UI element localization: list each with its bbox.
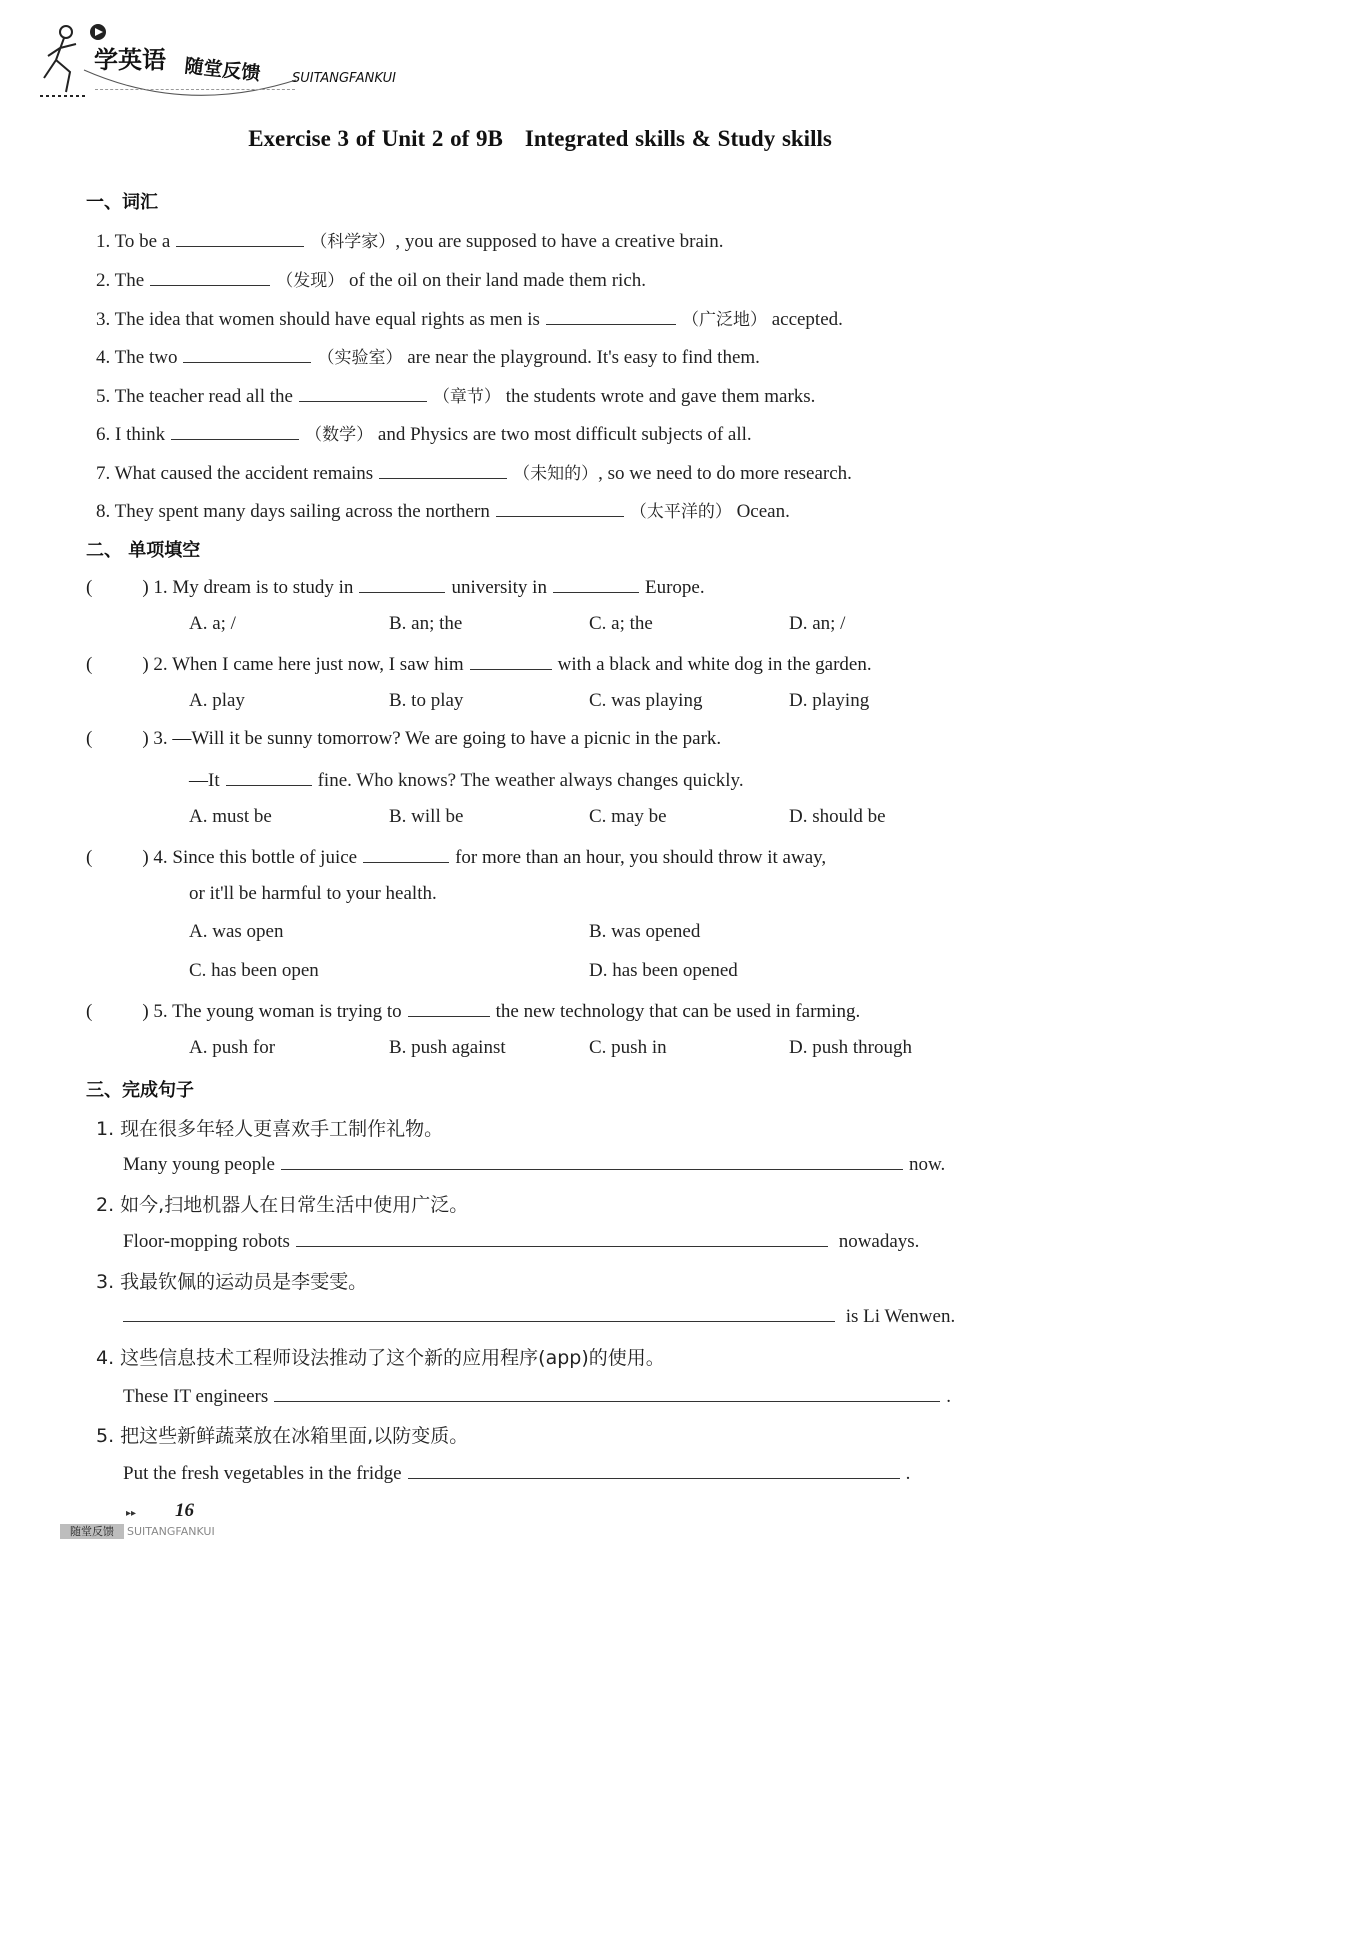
answer-paren-open: (: [86, 847, 93, 868]
answer-blank[interactable]: [546, 306, 676, 325]
sentence-end: is Li Wenwen.: [845, 1306, 956, 1327]
section-vocabulary-heading: 一、词汇: [86, 192, 158, 213]
answer-blank[interactable]: [470, 651, 552, 670]
vocab-item-2: [96, 266, 646, 292]
option-d[interactable]: D. an; /: [789, 613, 846, 634]
chinese-hint: （科学家）: [310, 232, 396, 252]
translate-prompt-3: 3. 我最钦佩的运动员是李雯雯。: [96, 1271, 368, 1293]
translate-prompt-2: 2. 如今,扫地机器人在日常生活中使用广泛。: [96, 1194, 469, 1216]
option-c[interactable]: C. was playing: [589, 690, 703, 711]
answer-paren-close: ): [142, 1001, 149, 1022]
question-text: 5. The young woman is trying to: [153, 1001, 402, 1022]
answer-paren-open: (: [86, 654, 93, 675]
sentence-end: .: [905, 1463, 911, 1484]
answer-blank[interactable]: [363, 844, 449, 863]
answer-blank[interactable]: [176, 228, 304, 247]
vocab-text: and Physics are two most difficult subjects of all.: [377, 424, 752, 445]
vocab-text: are near the playground. It's easy to find them.: [407, 347, 760, 368]
answer-blank[interactable]: [359, 574, 445, 593]
vocab-text: of the oil on their land made them rich.: [348, 270, 647, 291]
play-icon: [90, 24, 106, 40]
answer-paren-close: ): [142, 577, 149, 598]
question-text: with a black and white dog in the garden.: [557, 654, 872, 675]
vocab-item-4: [96, 343, 760, 369]
footer-badge: 随堂反馈: [60, 1524, 124, 1539]
question-text: 1. My dream is to study in: [153, 577, 354, 598]
option-c[interactable]: C. may be: [589, 806, 667, 827]
vocab-text: 4. The two: [96, 347, 178, 368]
option-b[interactable]: B. was opened: [589, 921, 701, 942]
title-part2: Integrated skills & Study skills: [524, 126, 832, 151]
sentence-start: These IT engineers: [123, 1386, 269, 1407]
answer-line[interactable]: [274, 1383, 940, 1402]
chinese-hint: （发现）: [276, 271, 345, 291]
option-b[interactable]: B. to play: [389, 690, 464, 711]
answer-blank[interactable]: [553, 574, 639, 593]
mc-question-3-reply: [189, 767, 744, 792]
option-b[interactable]: B. push against: [389, 1037, 506, 1058]
option-a[interactable]: A. must be: [189, 806, 272, 827]
option-a[interactable]: A. was open: [189, 921, 284, 942]
vocab-text: , you are supposed to have a creative brain.: [395, 231, 724, 252]
option-b[interactable]: B. will be: [389, 806, 464, 827]
question-text: fine. Who knows? The weather always changes quickly.: [317, 770, 744, 791]
mc-question-4: [86, 844, 826, 869]
answer-paren-open: (: [86, 577, 93, 598]
answer-blank[interactable]: [496, 498, 624, 517]
sentence-start: Put the fresh vegetables in the fridge: [123, 1463, 402, 1484]
header-dashed-rule: [95, 89, 295, 90]
vocab-text: the students wrote and gave them marks.: [505, 386, 816, 407]
answer-blank[interactable]: [150, 267, 270, 286]
vocab-item-6: [96, 420, 752, 446]
answer-paren-close: ): [142, 654, 149, 675]
chinese-hint: （章节）: [432, 387, 501, 407]
page-title: [0, 126, 1080, 152]
answer-blank[interactable]: [379, 460, 507, 479]
translate-prompt-1: 1. 现在很多年轻人更喜欢手工制作礼物。: [96, 1118, 444, 1140]
answer-line[interactable]: [123, 1303, 835, 1322]
section-multiple-choice-heading: 二、 单项填空: [86, 540, 201, 561]
question-text: for more than an hour, you should throw it away,: [455, 847, 827, 868]
option-a[interactable]: A. push for: [189, 1037, 276, 1058]
vocab-text: 5. The teacher read all the: [96, 386, 293, 407]
question-text: —It: [189, 770, 220, 791]
runner-icon: [40, 26, 86, 96]
chinese-hint: （广泛地）: [681, 310, 767, 330]
vocab-text: 6. I think: [96, 424, 166, 445]
translate-answer-3: [123, 1303, 955, 1328]
answer-paren-close: ): [142, 728, 149, 749]
vocab-text: Ocean.: [736, 501, 790, 522]
translate-prompt-5: 5. 把这些新鲜蔬菜放在冰箱里面,以防变质。: [96, 1425, 469, 1447]
answer-blank[interactable]: [226, 767, 312, 786]
answer-line[interactable]: [281, 1151, 903, 1170]
translate-answer-5: [123, 1460, 910, 1485]
vocab-item-8: [96, 497, 790, 523]
mc-question-4-continued: or it'll be harmful to your health.: [189, 883, 437, 904]
sentence-start: Many young people: [123, 1154, 275, 1175]
translate-answer-1: [123, 1151, 945, 1176]
vocab-text: 8. They spent many days sailing across the northern: [96, 501, 490, 522]
chinese-hint: （数学）: [305, 425, 374, 445]
sentence-end: nowadays.: [838, 1231, 920, 1252]
option-c[interactable]: C. push in: [589, 1037, 667, 1058]
answer-blank[interactable]: [183, 344, 311, 363]
option-d[interactable]: D. playing: [789, 690, 870, 711]
translate-answer-4: [123, 1383, 951, 1408]
page-number: 16: [175, 1500, 194, 1521]
question-text: Europe.: [644, 577, 705, 598]
option-d[interactable]: D. has been opened: [589, 960, 738, 981]
option-c[interactable]: C. a; the: [589, 613, 653, 634]
double-arrow-icon: ▸▸: [126, 1508, 137, 1519]
option-a[interactable]: A. a; /: [189, 613, 236, 634]
answer-blank[interactable]: [299, 383, 427, 402]
footer-brand: SUITANGFANKUI: [127, 1525, 215, 1538]
question-text: 2. When I came here just now, I saw him: [153, 654, 464, 675]
vocab-item-7: [96, 459, 852, 485]
answer-line[interactable]: [408, 1460, 900, 1479]
chinese-hint: （未知的）: [513, 464, 599, 484]
mc-question-1: [86, 574, 705, 599]
question-text: 4. Since this bottle of juice: [153, 847, 358, 868]
sentence-start: Floor-mopping robots: [123, 1231, 290, 1252]
answer-blank[interactable]: [171, 421, 299, 440]
mc-question-2: [86, 651, 872, 676]
option-c[interactable]: C. has been open: [189, 960, 319, 981]
answer-line[interactable]: [296, 1228, 828, 1247]
vocab-text: 2. The: [96, 270, 145, 291]
vocab-text: 1. To be a: [96, 231, 171, 252]
mc-question-3: [86, 728, 721, 750]
vocab-text: 3. The idea that women should have equal rights as men is: [96, 309, 540, 330]
vocab-item-1: [96, 227, 723, 253]
logo-brand-cn: 学英语: [94, 46, 166, 74]
header-logo: [36, 20, 436, 100]
sentence-end: now.: [908, 1154, 946, 1175]
option-d[interactable]: D. push through: [789, 1037, 912, 1058]
translate-answer-2: [123, 1228, 919, 1253]
logo-brand-sub: 随堂反馈: [183, 55, 262, 85]
section-complete-sentences-heading: 三、完成句子: [86, 1080, 194, 1101]
sentence-end: .: [946, 1386, 952, 1407]
option-d[interactable]: D. should be: [789, 806, 886, 827]
question-text: university in: [451, 577, 547, 598]
question-text: 3. —Will it be sunny tomorrow? We are going to have a picnic in the park.: [153, 728, 722, 749]
mc-question-5: [86, 998, 860, 1023]
option-b[interactable]: B. an; the: [389, 613, 463, 634]
answer-paren-open: (: [86, 728, 93, 749]
vocab-text: 7. What caused the accident remains: [96, 463, 374, 484]
vocab-item-3: [96, 305, 843, 331]
chinese-hint: （太平洋的）: [629, 502, 732, 522]
logo-brand-en: SUITANGFANKUI: [292, 71, 397, 86]
answer-blank[interactable]: [408, 998, 490, 1017]
question-text: the new technology that can be used in farming.: [495, 1001, 861, 1022]
chinese-hint: （实验室）: [317, 348, 403, 368]
title-part1: Exercise 3 of Unit 2 of 9B: [248, 126, 503, 151]
answer-paren-close: ): [142, 847, 149, 868]
vocab-item-5: [96, 382, 815, 408]
vocab-text: , so we need to do more research.: [598, 463, 852, 484]
vocab-text: accepted.: [771, 309, 843, 330]
answer-paren-open: (: [86, 1001, 93, 1022]
translate-prompt-4: 4. 这些信息技术工程师设法推动了这个新的应用程序(app)的使用。: [96, 1347, 665, 1369]
option-a[interactable]: A. play: [189, 690, 245, 711]
